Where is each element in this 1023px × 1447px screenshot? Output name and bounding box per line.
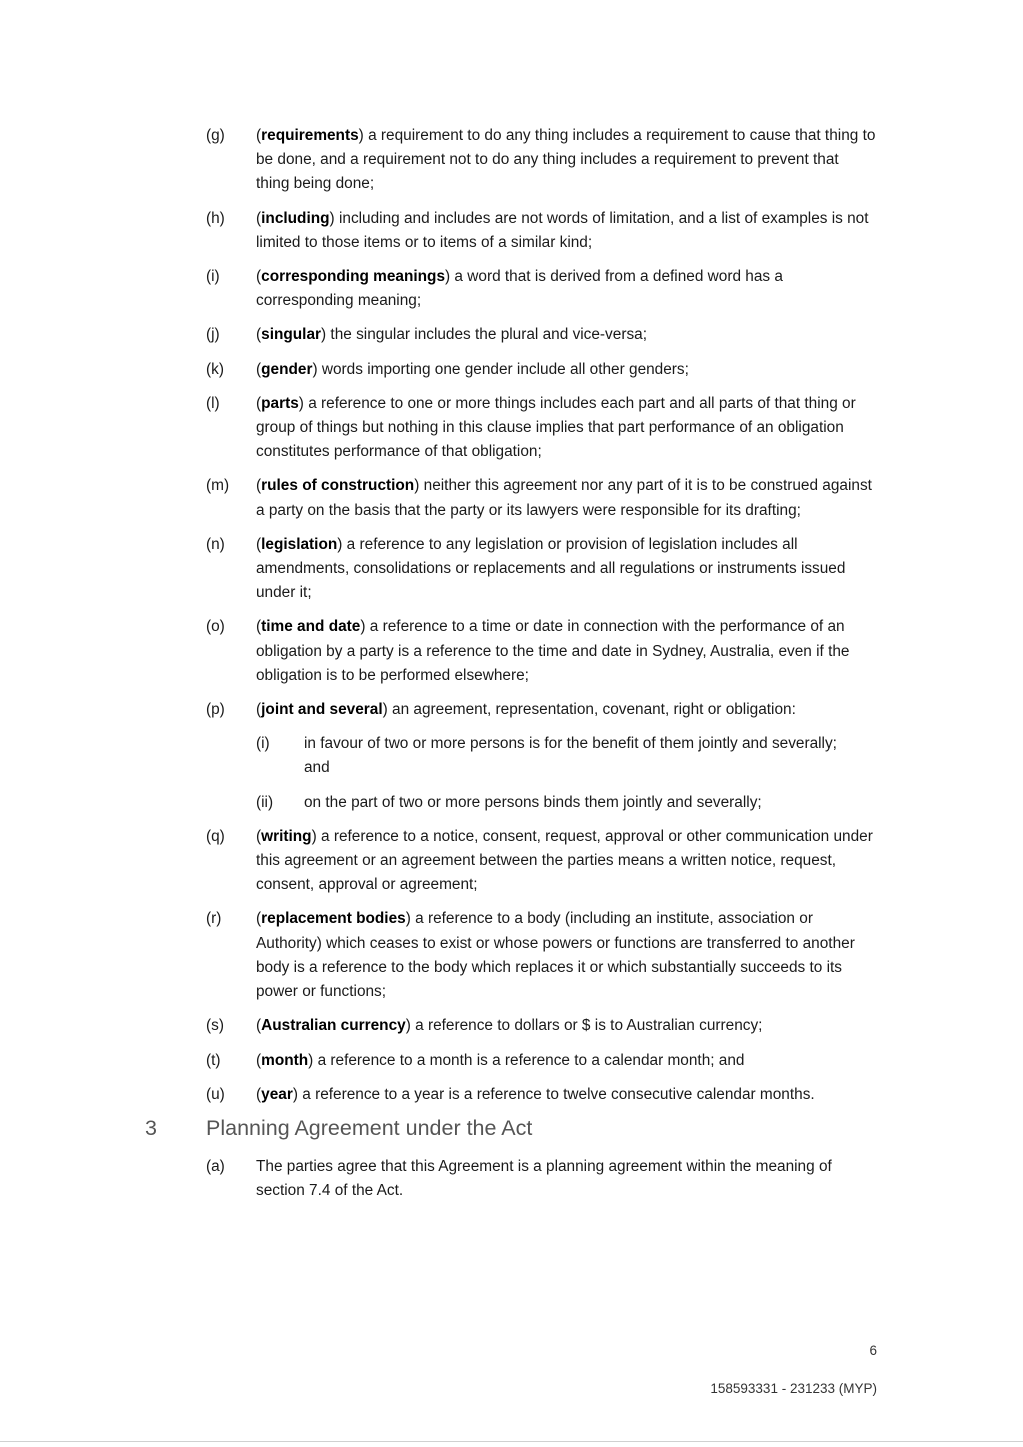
document-reference: 158593331 - 231233 (MYP) (710, 1381, 877, 1396)
clause-text: (requirements) a requirement to do any thing includes a requirement to cause that thing to be done, and a requirement not to do any thing includes a requirement to prevent that thing being done; (256, 127, 876, 193)
clause-u (0, 1083, 1023, 1107)
clause-text: (replacement bodies) a reference to a body (including an institute, association or Authority) which ceases to exist or whose powers or functions are transferred to another body is a reference to the body which replaces it or which substantially succeeds to its power or functions; (256, 910, 855, 1001)
subclause-i (0, 732, 1023, 780)
clause-label: (a) (206, 1157, 225, 1175)
clause-label: (m) (206, 477, 230, 495)
clause-text: (time and date) a reference to a time or date in connection with the performance of an obligation by a party is a reference to the time and date in Sydney, Australia, even if the obligation is to be performed elsewhere; (256, 618, 850, 684)
clause-text: (including) including and includes are not words of limitation, and a list of examples is not limited to those items or to items of a similar kind; (256, 209, 869, 251)
defined-term: parts (261, 394, 299, 412)
subclause-text: on the part of two or more persons binds them jointly and severally; (304, 793, 762, 811)
clause-text: (writing) a reference to a notice, consent, request, approval or other communication under this agreement or an agreement between the parties means a written notice, request, consent, approval or agreement; (256, 827, 873, 894)
subclause-ii (0, 791, 1023, 815)
clause-label: (o) (206, 618, 225, 636)
clause-label: (h) (206, 209, 225, 227)
clause-k (0, 358, 1023, 382)
clause-label: (r) (206, 910, 222, 928)
section-number: 3 (145, 1115, 157, 1140)
page-number: 6 (869, 1343, 877, 1358)
clause-label: (l) (206, 394, 220, 412)
clause-g (0, 124, 1023, 197)
clause-text: (legislation) a reference to any legislation or provision of legislation includes all amendments, consolidations or replacements and all regulations or instruments issued under it; (256, 535, 846, 602)
clause-h (0, 207, 1023, 255)
clause-label: (k) (206, 360, 224, 378)
subclause-label: (i) (256, 735, 270, 753)
page-bottom-divider (0, 1441, 1023, 1442)
subclause-text: in favour of two or more persons is for the benefit of them jointly and severally; and (304, 735, 837, 777)
clause-label: (i) (206, 268, 220, 286)
defined-term: year (261, 1085, 293, 1103)
clause-l (0, 392, 1023, 465)
defined-term: month (261, 1051, 309, 1069)
defined-term: time and date (261, 618, 361, 636)
clause-s (0, 1014, 1023, 1038)
clause-n (0, 533, 1023, 606)
clause-text: (Australian currency) a reference to dollars or $ is to Australian currency; (256, 1017, 763, 1035)
clause-label: (j) (206, 326, 220, 344)
clause-text: (joint and several) an agreement, representation, covenant, right or obligation: (256, 701, 796, 719)
clause-r (0, 907, 1023, 1004)
clause-text: (year) a reference to a year is a reference to twelve consecutive calendar months. (256, 1085, 815, 1103)
defined-term: requirements (261, 127, 359, 144)
defined-term: including (261, 209, 330, 227)
clause-text: (corresponding meanings) a word that is derived from a defined word has a corresponding meaning; (256, 268, 783, 310)
defined-term: rules of construction (261, 477, 415, 495)
clause-i (0, 265, 1023, 313)
clause-text: (parts) a reference to one or more things includes each part and all parts of that thing or group of things but nothing in this clause implies that part performance of an obligation constitutes performance of that obligation; (256, 394, 856, 461)
clause-label: (t) (206, 1051, 221, 1069)
defined-term: gender (261, 360, 313, 378)
subclause-label: (ii) (256, 793, 274, 811)
clause-label: (s) (206, 1017, 224, 1035)
clause-q (0, 825, 1023, 898)
clause-t (0, 1049, 1023, 1073)
clause-p (0, 698, 1023, 815)
defined-term: replacement bodies (261, 910, 406, 928)
clause-j (0, 323, 1023, 347)
clause-text: (month) a reference to a month is a reference to a calendar month; and (256, 1051, 745, 1069)
defined-term: singular (261, 326, 322, 344)
section-heading (0, 1113, 1023, 1143)
clause-label: (p) (206, 701, 225, 719)
defined-term: corresponding meanings (261, 268, 446, 286)
clause-label: (n) (206, 535, 225, 553)
clause-label: (q) (206, 827, 225, 845)
defined-term: legislation (261, 535, 338, 553)
clause-a (0, 1155, 1023, 1203)
clause-m (0, 474, 1023, 522)
defined-term: writing (261, 827, 312, 845)
section-title: Planning Agreement under the Act (206, 1115, 533, 1140)
clause-text: (gender) words importing one gender include all other genders; (256, 360, 689, 378)
clause-label: (g) (206, 127, 225, 144)
clause-label: (u) (206, 1085, 225, 1103)
clause-list (0, 124, 1023, 1213)
defined-term: joint and several (261, 701, 383, 719)
clause-o (0, 615, 1023, 688)
clause-text: The parties agree that this Agreement is a planning agreement within the meaning of section 7.4 of the Act. (256, 1157, 832, 1200)
clause-text: (singular) the singular includes the plural and vice-versa; (256, 326, 647, 344)
clause-text: (rules of construction) neither this agreement nor any part of it is to be construed against a party on the basis that the party or its lawyers were responsible for its drafting; (256, 477, 872, 519)
defined-term: Australian currency (261, 1017, 406, 1035)
